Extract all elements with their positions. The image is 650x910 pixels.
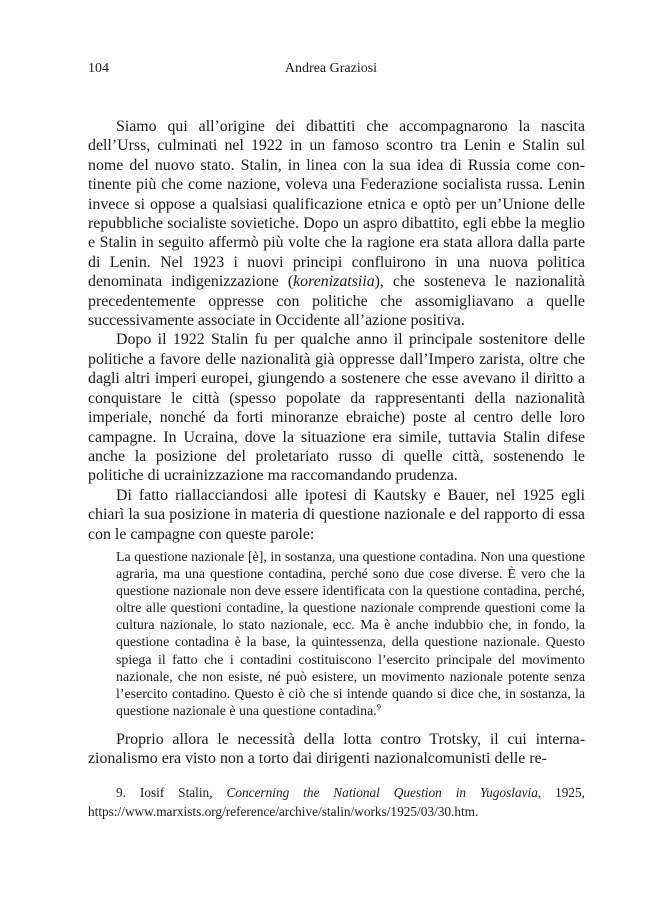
quote-body: La questione nazionale [è], in sostanza, una questione contadina. Non una questione agraria, ma una questione contadina, perché sono due cose diverse. È vero che la questione nazionale non deve essere identificata con la questione contadina, perché, oltre alle questioni contadine, la questione nazionale comprende questioni come la cultura nazionale, lo stato nazionale, ecc. Ma è anche indubbio che, in fondo, la questione contadina è la base, la quintessenza, della questione nazionale. Questo spiega il fatto che i contadini costituiscono l’esercito principale del movimento nazionale, che non esiste, né può esistere, un movimento nazionale potente senza l’esercito contadino. Questo è ciò che si intende quando si dice che, in sostanza, la questione nazionale è una questione contadina. <box>116 549 585 719</box>
block-quote-text <box>116 549 585 720</box>
footnote-lead: 9. Iosif Stalin, <box>116 785 227 800</box>
paragraph-2: Dopo il 1922 Stalin fu per qualche anno il principale sostenitore delle politiche a favore delle nazionalità già oppresse dall’Impero zarista, oltre che dagli altri imperi europei, giungendo a sostenere che esse avevano il diritto a conquistare le città (spesso popolate da rappresentanti della nazionalità imperiale, nonché da forti minoranze ebraiche) poste al centro delle loro campagne. In Ucraina, dove la situazione era simile, tuttavia Stalin difese anche la posizione del proletariato russo di quelle città, sostenendo le politiche di ucrainizzazione ma raccomandando prudenza. <box>88 331 585 485</box>
footnote-reference[interactable]: 9 <box>376 701 381 712</box>
paragraph-1 <box>88 117 585 330</box>
running-head-author: Andrea Graziosi <box>284 61 378 76</box>
paragraph-4: Proprio allora le necessità della lotta contro Trotsky, il cui internazionalismo era visto non a torto dai dirigenti nazionalcomunisti delle re- <box>88 730 585 768</box>
paragraph-1-italic-term: korenizatsiia <box>293 273 375 291</box>
paragraph-1-end: ), che sosteneva le nazionalità precedentemente oppresse con politiche che assomigliavano a quelle successivamente associate in Occidente all’azione positiva. <box>88 273 585 330</box>
footnote-title: Concerning the National Question in Yugoslavia <box>226 785 538 800</box>
paragraph-1-text: Siamo qui all’origine dei dibattiti che accompagnarono la nascita dell’Urss, culminati nel 1922 in un famoso scontro tra Lenin e Stalin sul nome del nuovo stato. Stalin, in linea con la sua idea di Russia come continente più che come nazione, voleva una Federazione socialista russa. Lenin invece si oppose a qualsiasi qualificazione etnica e optò per un’Unione delle repubbliche socialiste sovietiche. Dopo un aspro dibattito, egli ebbe la meglio e Stalin in seguito affermò più volte che la ragione era stata allora dalla parte di Lenin. Nel 1923 i nuovi principi confluirono in una nuova politica denominata indigenizzazione ( <box>88 118 585 291</box>
page-number: 104 <box>88 61 109 76</box>
paragraph-3: Di fatto riallacciandosi alle ipotesi di Kautsky e Bauer, nel 1925 egli chiarì la sua posizione in materia di questione nazionale e del rapporto di essa con le campagne con queste parole: <box>88 486 585 543</box>
page-header <box>88 61 574 81</box>
footnote-text <box>88 783 585 821</box>
footnote-9 <box>88 783 585 821</box>
main-text <box>88 117 585 769</box>
block-quote <box>116 549 585 720</box>
footnote-url[interactable]: , 1925, https://www.marxists.org/reference/archive/stalin/works/1925/03/30.htm. <box>88 785 586 820</box>
